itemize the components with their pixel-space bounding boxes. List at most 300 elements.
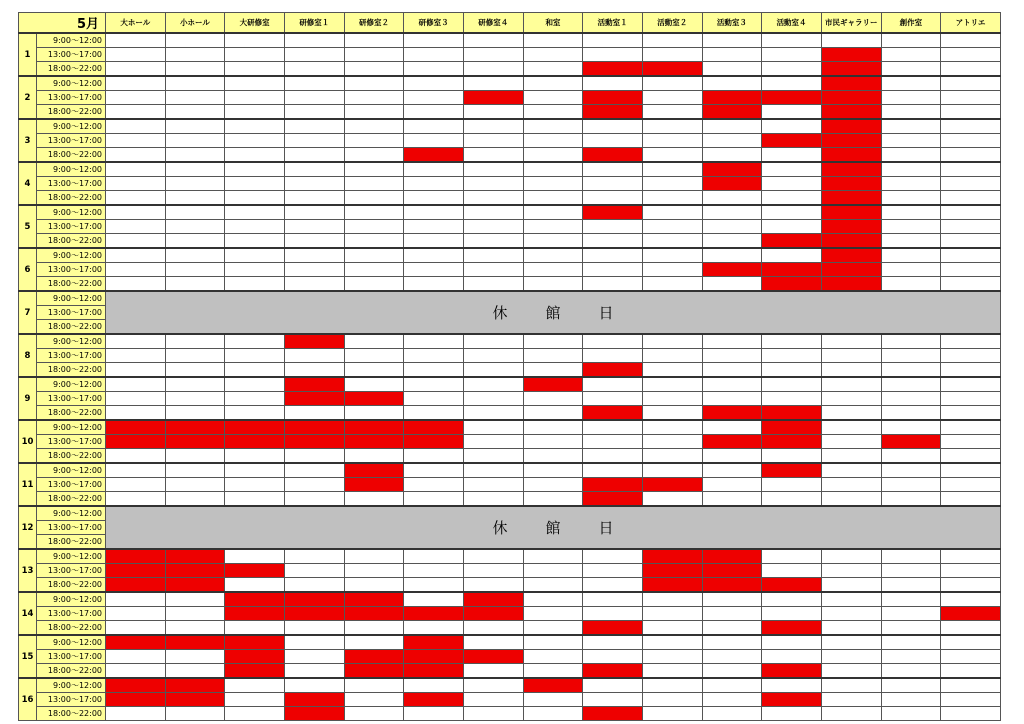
available-cell[interactable] — [523, 263, 583, 277]
available-cell[interactable] — [941, 492, 1001, 507]
booked-cell[interactable] — [821, 220, 881, 234]
available-cell[interactable] — [165, 492, 225, 507]
available-cell[interactable] — [941, 463, 1001, 478]
available-cell[interactable] — [583, 693, 643, 707]
booked-cell[interactable] — [106, 635, 166, 650]
available-cell[interactable] — [702, 635, 762, 650]
booked-cell[interactable] — [821, 134, 881, 148]
available-cell[interactable] — [523, 392, 583, 406]
available-cell[interactable] — [821, 678, 881, 693]
available-cell[interactable] — [463, 119, 523, 134]
booked-cell[interactable] — [821, 48, 881, 62]
available-cell[interactable] — [523, 205, 583, 220]
available-cell[interactable] — [881, 263, 941, 277]
available-cell[interactable] — [941, 478, 1001, 492]
available-cell[interactable] — [284, 177, 344, 191]
available-cell[interactable] — [881, 334, 941, 349]
available-cell[interactable] — [463, 205, 523, 220]
available-cell[interactable] — [463, 76, 523, 91]
booked-cell[interactable] — [642, 549, 702, 564]
available-cell[interactable] — [821, 650, 881, 664]
available-cell[interactable] — [344, 162, 404, 177]
available-cell[interactable] — [642, 377, 702, 392]
available-cell[interactable] — [106, 162, 166, 177]
available-cell[interactable] — [881, 234, 941, 249]
available-cell[interactable] — [404, 564, 464, 578]
available-cell[interactable] — [463, 693, 523, 707]
available-cell[interactable] — [463, 678, 523, 693]
booked-cell[interactable] — [821, 76, 881, 91]
available-cell[interactable] — [523, 177, 583, 191]
available-cell[interactable] — [284, 263, 344, 277]
available-cell[interactable] — [941, 248, 1001, 263]
available-cell[interactable] — [941, 392, 1001, 406]
available-cell[interactable] — [225, 277, 285, 292]
available-cell[interactable] — [523, 478, 583, 492]
available-cell[interactable] — [881, 664, 941, 679]
booked-cell[interactable] — [583, 148, 643, 163]
available-cell[interactable] — [225, 678, 285, 693]
available-cell[interactable] — [284, 33, 344, 48]
available-cell[interactable] — [583, 191, 643, 206]
available-cell[interactable] — [225, 707, 285, 721]
available-cell[interactable] — [106, 492, 166, 507]
booked-cell[interactable] — [762, 406, 822, 421]
available-cell[interactable] — [344, 277, 404, 292]
available-cell[interactable] — [702, 678, 762, 693]
available-cell[interactable] — [642, 607, 702, 621]
available-cell[interactable] — [463, 248, 523, 263]
booked-cell[interactable] — [106, 420, 166, 435]
available-cell[interactable] — [523, 463, 583, 478]
booked-cell[interactable] — [344, 592, 404, 607]
available-cell[interactable] — [881, 463, 941, 478]
available-cell[interactable] — [284, 478, 344, 492]
available-cell[interactable] — [165, 33, 225, 48]
available-cell[interactable] — [165, 91, 225, 105]
available-cell[interactable] — [404, 578, 464, 593]
available-cell[interactable] — [523, 349, 583, 363]
available-cell[interactable] — [642, 449, 702, 464]
available-cell[interactable] — [821, 664, 881, 679]
available-cell[interactable] — [642, 220, 702, 234]
booked-cell[interactable] — [344, 650, 404, 664]
available-cell[interactable] — [344, 349, 404, 363]
available-cell[interactable] — [642, 420, 702, 435]
available-cell[interactable] — [165, 263, 225, 277]
available-cell[interactable] — [702, 478, 762, 492]
available-cell[interactable] — [523, 277, 583, 292]
booked-cell[interactable] — [106, 549, 166, 564]
available-cell[interactable] — [881, 578, 941, 593]
available-cell[interactable] — [941, 48, 1001, 62]
available-cell[interactable] — [106, 349, 166, 363]
available-cell[interactable] — [284, 220, 344, 234]
available-cell[interactable] — [165, 119, 225, 134]
available-cell[interactable] — [165, 277, 225, 292]
available-cell[interactable] — [881, 621, 941, 636]
available-cell[interactable] — [106, 263, 166, 277]
available-cell[interactable] — [881, 119, 941, 134]
available-cell[interactable] — [404, 349, 464, 363]
available-cell[interactable] — [165, 592, 225, 607]
available-cell[interactable] — [881, 607, 941, 621]
available-cell[interactable] — [404, 678, 464, 693]
available-cell[interactable] — [225, 205, 285, 220]
available-cell[interactable] — [284, 621, 344, 636]
available-cell[interactable] — [404, 33, 464, 48]
available-cell[interactable] — [523, 420, 583, 435]
available-cell[interactable] — [404, 205, 464, 220]
available-cell[interactable] — [941, 549, 1001, 564]
available-cell[interactable] — [583, 162, 643, 177]
booked-cell[interactable] — [106, 578, 166, 593]
available-cell[interactable] — [284, 578, 344, 593]
booked-cell[interactable] — [523, 377, 583, 392]
available-cell[interactable] — [165, 177, 225, 191]
available-cell[interactable] — [583, 463, 643, 478]
available-cell[interactable] — [702, 449, 762, 464]
available-cell[interactable] — [702, 205, 762, 220]
available-cell[interactable] — [583, 349, 643, 363]
available-cell[interactable] — [762, 592, 822, 607]
available-cell[interactable] — [642, 707, 702, 721]
booked-cell[interactable] — [106, 435, 166, 449]
available-cell[interactable] — [881, 48, 941, 62]
available-cell[interactable] — [344, 678, 404, 693]
available-cell[interactable] — [821, 492, 881, 507]
booked-cell[interactable] — [583, 205, 643, 220]
available-cell[interactable] — [165, 134, 225, 148]
available-cell[interactable] — [463, 463, 523, 478]
available-cell[interactable] — [106, 177, 166, 191]
available-cell[interactable] — [225, 263, 285, 277]
available-cell[interactable] — [702, 234, 762, 249]
available-cell[interactable] — [881, 33, 941, 48]
booked-cell[interactable] — [583, 664, 643, 679]
available-cell[interactable] — [225, 162, 285, 177]
available-cell[interactable] — [762, 191, 822, 206]
available-cell[interactable] — [881, 492, 941, 507]
available-cell[interactable] — [523, 105, 583, 120]
available-cell[interactable] — [225, 248, 285, 263]
available-cell[interactable] — [344, 234, 404, 249]
booked-cell[interactable] — [284, 392, 344, 406]
available-cell[interactable] — [881, 392, 941, 406]
available-cell[interactable] — [941, 119, 1001, 134]
available-cell[interactable] — [941, 277, 1001, 292]
available-cell[interactable] — [106, 119, 166, 134]
available-cell[interactable] — [702, 621, 762, 636]
available-cell[interactable] — [523, 148, 583, 163]
available-cell[interactable] — [941, 220, 1001, 234]
available-cell[interactable] — [821, 420, 881, 435]
available-cell[interactable] — [344, 621, 404, 636]
available-cell[interactable] — [821, 363, 881, 378]
available-cell[interactable] — [821, 693, 881, 707]
available-cell[interactable] — [404, 363, 464, 378]
available-cell[interactable] — [404, 707, 464, 721]
booked-cell[interactable] — [583, 363, 643, 378]
available-cell[interactable] — [404, 592, 464, 607]
booked-cell[interactable] — [344, 607, 404, 621]
available-cell[interactable] — [165, 621, 225, 636]
available-cell[interactable] — [284, 449, 344, 464]
available-cell[interactable] — [225, 48, 285, 62]
available-cell[interactable] — [463, 377, 523, 392]
booked-cell[interactable] — [583, 492, 643, 507]
booked-cell[interactable] — [762, 578, 822, 593]
available-cell[interactable] — [344, 707, 404, 721]
available-cell[interactable] — [463, 564, 523, 578]
available-cell[interactable] — [821, 406, 881, 421]
booked-cell[interactable] — [583, 91, 643, 105]
available-cell[interactable] — [463, 220, 523, 234]
booked-cell[interactable] — [344, 435, 404, 449]
available-cell[interactable] — [225, 549, 285, 564]
booked-cell[interactable] — [762, 463, 822, 478]
available-cell[interactable] — [941, 334, 1001, 349]
booked-cell[interactable] — [941, 607, 1001, 621]
available-cell[interactable] — [702, 349, 762, 363]
booked-cell[interactable] — [821, 162, 881, 177]
available-cell[interactable] — [463, 435, 523, 449]
booked-cell[interactable] — [762, 435, 822, 449]
available-cell[interactable] — [762, 119, 822, 134]
available-cell[interactable] — [762, 33, 822, 48]
available-cell[interactable] — [463, 707, 523, 721]
available-cell[interactable] — [881, 349, 941, 363]
available-cell[interactable] — [702, 248, 762, 263]
available-cell[interactable] — [344, 62, 404, 77]
booked-cell[interactable] — [463, 592, 523, 607]
available-cell[interactable] — [404, 234, 464, 249]
available-cell[interactable] — [821, 334, 881, 349]
available-cell[interactable] — [642, 334, 702, 349]
available-cell[interactable] — [762, 707, 822, 721]
available-cell[interactable] — [523, 234, 583, 249]
available-cell[interactable] — [583, 177, 643, 191]
available-cell[interactable] — [404, 377, 464, 392]
available-cell[interactable] — [941, 76, 1001, 91]
available-cell[interactable] — [225, 76, 285, 91]
available-cell[interactable] — [702, 148, 762, 163]
booked-cell[interactable] — [583, 406, 643, 421]
available-cell[interactable] — [702, 33, 762, 48]
available-cell[interactable] — [941, 234, 1001, 249]
booked-cell[interactable] — [762, 263, 822, 277]
available-cell[interactable] — [165, 707, 225, 721]
available-cell[interactable] — [523, 650, 583, 664]
available-cell[interactable] — [583, 650, 643, 664]
available-cell[interactable] — [523, 449, 583, 464]
available-cell[interactable] — [523, 119, 583, 134]
available-cell[interactable] — [881, 62, 941, 77]
available-cell[interactable] — [344, 578, 404, 593]
available-cell[interactable] — [762, 334, 822, 349]
booked-cell[interactable] — [821, 191, 881, 206]
booked-cell[interactable] — [642, 578, 702, 593]
available-cell[interactable] — [881, 377, 941, 392]
available-cell[interactable] — [881, 678, 941, 693]
available-cell[interactable] — [404, 392, 464, 406]
available-cell[interactable] — [523, 707, 583, 721]
available-cell[interactable] — [225, 377, 285, 392]
available-cell[interactable] — [762, 377, 822, 392]
available-cell[interactable] — [225, 449, 285, 464]
available-cell[interactable] — [165, 148, 225, 163]
booked-cell[interactable] — [821, 234, 881, 249]
available-cell[interactable] — [702, 76, 762, 91]
available-cell[interactable] — [523, 62, 583, 77]
available-cell[interactable] — [106, 105, 166, 120]
available-cell[interactable] — [344, 334, 404, 349]
available-cell[interactable] — [284, 349, 344, 363]
available-cell[interactable] — [642, 177, 702, 191]
available-cell[interactable] — [881, 420, 941, 435]
available-cell[interactable] — [762, 607, 822, 621]
available-cell[interactable] — [583, 578, 643, 593]
available-cell[interactable] — [344, 564, 404, 578]
available-cell[interactable] — [463, 48, 523, 62]
booked-cell[interactable] — [165, 564, 225, 578]
available-cell[interactable] — [165, 478, 225, 492]
available-cell[interactable] — [821, 33, 881, 48]
available-cell[interactable] — [165, 392, 225, 406]
available-cell[interactable] — [642, 664, 702, 679]
booked-cell[interactable] — [702, 91, 762, 105]
available-cell[interactable] — [404, 478, 464, 492]
available-cell[interactable] — [762, 162, 822, 177]
available-cell[interactable] — [762, 363, 822, 378]
available-cell[interactable] — [642, 349, 702, 363]
booked-cell[interactable] — [106, 678, 166, 693]
available-cell[interactable] — [642, 592, 702, 607]
available-cell[interactable] — [165, 205, 225, 220]
available-cell[interactable] — [881, 549, 941, 564]
available-cell[interactable] — [106, 621, 166, 636]
available-cell[interactable] — [225, 621, 285, 636]
available-cell[interactable] — [523, 592, 583, 607]
available-cell[interactable] — [404, 220, 464, 234]
available-cell[interactable] — [284, 635, 344, 650]
available-cell[interactable] — [344, 134, 404, 148]
available-cell[interactable] — [702, 48, 762, 62]
available-cell[interactable] — [881, 277, 941, 292]
available-cell[interactable] — [642, 463, 702, 478]
available-cell[interactable] — [344, 406, 404, 421]
available-cell[interactable] — [941, 363, 1001, 378]
available-cell[interactable] — [523, 549, 583, 564]
booked-cell[interactable] — [165, 578, 225, 593]
available-cell[interactable] — [106, 248, 166, 263]
booked-cell[interactable] — [762, 420, 822, 435]
available-cell[interactable] — [821, 349, 881, 363]
available-cell[interactable] — [284, 148, 344, 163]
available-cell[interactable] — [941, 564, 1001, 578]
available-cell[interactable] — [702, 607, 762, 621]
available-cell[interactable] — [821, 463, 881, 478]
available-cell[interactable] — [463, 492, 523, 507]
available-cell[interactable] — [762, 564, 822, 578]
booked-cell[interactable] — [165, 693, 225, 707]
available-cell[interactable] — [344, 148, 404, 163]
available-cell[interactable] — [344, 449, 404, 464]
available-cell[interactable] — [821, 635, 881, 650]
available-cell[interactable] — [941, 349, 1001, 363]
available-cell[interactable] — [941, 693, 1001, 707]
available-cell[interactable] — [583, 549, 643, 564]
booked-cell[interactable] — [821, 177, 881, 191]
available-cell[interactable] — [583, 420, 643, 435]
available-cell[interactable] — [463, 549, 523, 564]
available-cell[interactable] — [463, 177, 523, 191]
available-cell[interactable] — [165, 220, 225, 234]
available-cell[interactable] — [165, 334, 225, 349]
available-cell[interactable] — [642, 406, 702, 421]
booked-cell[interactable] — [165, 435, 225, 449]
available-cell[interactable] — [165, 48, 225, 62]
available-cell[interactable] — [344, 635, 404, 650]
available-cell[interactable] — [463, 349, 523, 363]
available-cell[interactable] — [106, 148, 166, 163]
available-cell[interactable] — [106, 607, 166, 621]
available-cell[interactable] — [702, 664, 762, 679]
booked-cell[interactable] — [821, 62, 881, 77]
available-cell[interactable] — [762, 635, 822, 650]
available-cell[interactable] — [821, 549, 881, 564]
available-cell[interactable] — [165, 607, 225, 621]
available-cell[interactable] — [881, 592, 941, 607]
available-cell[interactable] — [463, 578, 523, 593]
available-cell[interactable] — [941, 678, 1001, 693]
available-cell[interactable] — [344, 177, 404, 191]
booked-cell[interactable] — [344, 664, 404, 679]
available-cell[interactable] — [106, 463, 166, 478]
available-cell[interactable] — [881, 693, 941, 707]
booked-cell[interactable] — [583, 707, 643, 721]
available-cell[interactable] — [941, 406, 1001, 421]
available-cell[interactable] — [284, 162, 344, 177]
available-cell[interactable] — [523, 664, 583, 679]
available-cell[interactable] — [941, 592, 1001, 607]
available-cell[interactable] — [463, 334, 523, 349]
booked-cell[interactable] — [165, 678, 225, 693]
available-cell[interactable] — [702, 119, 762, 134]
available-cell[interactable] — [225, 578, 285, 593]
available-cell[interactable] — [463, 363, 523, 378]
booked-cell[interactable] — [881, 435, 941, 449]
booked-cell[interactable] — [762, 693, 822, 707]
available-cell[interactable] — [762, 177, 822, 191]
available-cell[interactable] — [642, 263, 702, 277]
available-cell[interactable] — [165, 363, 225, 378]
available-cell[interactable] — [106, 406, 166, 421]
available-cell[interactable] — [284, 91, 344, 105]
available-cell[interactable] — [642, 248, 702, 263]
available-cell[interactable] — [583, 607, 643, 621]
available-cell[interactable] — [881, 91, 941, 105]
booked-cell[interactable] — [821, 263, 881, 277]
available-cell[interactable] — [344, 693, 404, 707]
booked-cell[interactable] — [821, 148, 881, 163]
available-cell[interactable] — [941, 621, 1001, 636]
booked-cell[interactable] — [344, 420, 404, 435]
available-cell[interactable] — [941, 62, 1001, 77]
available-cell[interactable] — [881, 76, 941, 91]
available-cell[interactable] — [642, 148, 702, 163]
available-cell[interactable] — [941, 650, 1001, 664]
